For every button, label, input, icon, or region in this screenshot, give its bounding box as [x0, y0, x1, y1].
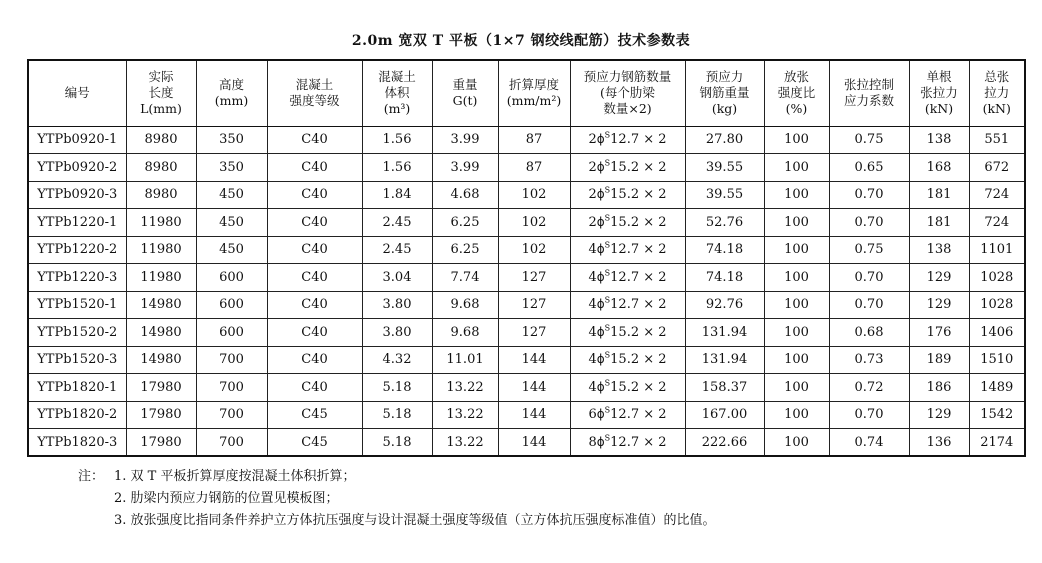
tendon-spec: 12.7 × 2 — [610, 297, 667, 313]
cell-single-force: 129 — [909, 264, 969, 292]
table-row — [28, 374, 1025, 402]
cell-grade: C40 — [267, 291, 362, 319]
cell-weight: 9.68 — [432, 319, 498, 347]
cell-length: 11980 — [126, 236, 196, 264]
tendon-grade-sup: S — [604, 130, 611, 140]
header-col-length — [126, 60, 196, 126]
cell-stress-coef: 0.70 — [829, 181, 909, 209]
note-item — [78, 510, 716, 532]
header-line: (mm) — [214, 93, 249, 109]
cell-steel-weight: 27.80 — [685, 126, 764, 154]
cell-steel-weight: 92.76 — [685, 291, 764, 319]
cell-tendon — [570, 374, 685, 402]
cell-release-ratio: 100 — [764, 236, 829, 264]
table-row — [28, 319, 1025, 347]
cell-release-ratio: 100 — [764, 374, 829, 402]
cell-total-force: 1028 — [969, 264, 1025, 292]
cell-length: 11980 — [126, 209, 196, 237]
tendon-count: 4 — [588, 379, 597, 395]
note-item — [78, 488, 716, 510]
phi-symbol: ϕ — [596, 159, 605, 174]
cell-weight: 11.01 — [432, 346, 498, 374]
header-col-id — [28, 60, 126, 126]
tendon-count: 8 — [588, 434, 597, 450]
tendon-count: 4 — [588, 297, 597, 313]
cell-single-force: 138 — [909, 126, 969, 154]
cell-grade: C40 — [267, 264, 362, 292]
cell-id: YTPb1520-2 — [28, 319, 126, 347]
tendon-spec: 15.2 × 2 — [610, 214, 667, 230]
cell-height: 600 — [196, 319, 267, 347]
cell-single-force: 189 — [909, 346, 969, 374]
table-row — [28, 401, 1025, 429]
tendon-spec: 15.2 × 2 — [610, 324, 667, 340]
header-col-tendon-count — [570, 60, 685, 126]
tendon-count: 4 — [588, 352, 597, 368]
header-line: 强度比 — [777, 85, 816, 101]
phi-symbol: ϕ — [596, 187, 605, 202]
header-line: (mm/m²) — [506, 93, 562, 109]
header-col-steel-weight — [685, 60, 764, 126]
table-title: 2.0m 宽双 T 平板（1×7 钢绞线配筋）技术参数表 — [351, 33, 691, 49]
cell-release-ratio: 100 — [764, 319, 829, 347]
header-line: 体积 — [384, 85, 410, 101]
cell-weight: 9.68 — [432, 291, 498, 319]
cell-tendon — [570, 126, 685, 154]
table-row — [28, 154, 1025, 182]
cell-grade: C40 — [267, 181, 362, 209]
table-row — [28, 346, 1025, 374]
cell-total-force: 724 — [969, 181, 1025, 209]
header-line: 预应力钢筋数量 — [583, 69, 672, 85]
cell-grade: C40 — [267, 236, 362, 264]
cell-length: 17980 — [126, 374, 196, 402]
cell-tendon — [570, 264, 685, 292]
header-line: 混凝土 — [295, 77, 334, 93]
cell-id: YTPb1220-1 — [28, 209, 126, 237]
notes — [78, 466, 716, 532]
header-line: (kN) — [982, 101, 1011, 117]
cell-length: 14980 — [126, 291, 196, 319]
cell-total-force: 2174 — [969, 429, 1025, 457]
cell-steel-weight: 222.66 — [685, 429, 764, 457]
cell-weight: 6.25 — [432, 236, 498, 264]
tendon-count: 2 — [588, 214, 597, 230]
cell-stress-coef: 0.68 — [829, 319, 909, 347]
table-row — [28, 181, 1025, 209]
cell-grade: C40 — [267, 154, 362, 182]
cell-length: 8980 — [126, 181, 196, 209]
cell-thickness: 102 — [498, 181, 570, 209]
cell-thickness: 144 — [498, 401, 570, 429]
tendon-grade-sup: S — [604, 350, 611, 360]
cell-volume: 2.45 — [362, 209, 432, 237]
cell-length: 11980 — [126, 264, 196, 292]
note-text: 2. 肋梁内预应力钢筋的位置见模板图； — [114, 491, 339, 506]
cell-thickness: 87 — [498, 126, 570, 154]
table-body — [28, 126, 1025, 456]
tendon-grade-sup: S — [604, 378, 611, 388]
cell-steel-weight: 131.94 — [685, 319, 764, 347]
cell-single-force: 129 — [909, 291, 969, 319]
cell-total-force: 1101 — [969, 236, 1025, 264]
header-line: 长度 — [148, 85, 174, 101]
cell-volume: 4.32 — [362, 346, 432, 374]
cell-id: YTPb1820-2 — [28, 401, 126, 429]
cell-height: 700 — [196, 401, 267, 429]
tendon-spec: 15.2 × 2 — [610, 159, 667, 175]
header-col-single-force — [909, 60, 969, 126]
cell-weight: 3.99 — [432, 126, 498, 154]
cell-single-force: 176 — [909, 319, 969, 347]
cell-single-force: 186 — [909, 374, 969, 402]
cell-height: 700 — [196, 429, 267, 457]
cell-steel-weight: 158.37 — [685, 374, 764, 402]
phi-symbol: ϕ — [596, 132, 605, 147]
cell-volume: 3.04 — [362, 264, 432, 292]
cell-release-ratio: 100 — [764, 154, 829, 182]
header-line: 高度 — [218, 77, 244, 93]
tendon-count: 4 — [588, 269, 597, 285]
phi-symbol: ϕ — [596, 324, 605, 339]
tendon-spec: 15.2 × 2 — [610, 379, 667, 395]
cell-id: YTPb0920-2 — [28, 154, 126, 182]
cell-volume: 3.80 — [362, 291, 432, 319]
header-line: 混凝土 — [378, 69, 416, 85]
note-text: 3. 放张强度比指同条件养护立方体抗压强度与设计混凝土强度等级值（立方体抗压强度标准值）的比值。 — [114, 513, 716, 528]
header-line: (%) — [785, 101, 808, 117]
cell-height: 700 — [196, 346, 267, 374]
table-row — [28, 209, 1025, 237]
cell-thickness: 144 — [498, 374, 570, 402]
header-col-release-ratio — [764, 60, 829, 126]
header-line: (m³) — [383, 101, 411, 117]
note-indent — [78, 510, 114, 532]
note-text: 1. 双 T 平板折算厚度按混凝土体积折算； — [114, 469, 356, 484]
phi-symbol: ϕ — [596, 214, 605, 229]
cell-weight: 7.74 — [432, 264, 498, 292]
cell-id: YTPb0920-1 — [28, 126, 126, 154]
table-row — [28, 126, 1025, 154]
tendon-spec: 12.7 × 2 — [610, 407, 667, 423]
cell-volume: 1.56 — [362, 154, 432, 182]
cell-length: 17980 — [126, 401, 196, 429]
note-indent — [78, 488, 114, 510]
header-col-stress-coef — [829, 60, 909, 126]
cell-stress-coef: 0.73 — [829, 346, 909, 374]
tendon-spec: 12.7 × 2 — [610, 242, 667, 258]
cell-grade: C40 — [267, 374, 362, 402]
cell-grade: C40 — [267, 319, 362, 347]
cell-tendon — [570, 209, 685, 237]
header-line: 张拉力 — [920, 85, 958, 101]
tendon-grade-sup: S — [604, 295, 611, 305]
header-line: 钢筋重量 — [699, 85, 750, 101]
cell-release-ratio: 100 — [764, 346, 829, 374]
phi-symbol: ϕ — [596, 297, 605, 312]
cell-thickness: 102 — [498, 209, 570, 237]
cell-grade: C40 — [267, 126, 362, 154]
cell-single-force: 168 — [909, 154, 969, 182]
cell-volume: 5.18 — [362, 429, 432, 457]
tendon-count: 6 — [588, 407, 597, 423]
cell-id: YTPb1820-3 — [28, 429, 126, 457]
cell-length: 8980 — [126, 154, 196, 182]
cell-id: YTPb1220-2 — [28, 236, 126, 264]
cell-steel-weight: 39.55 — [685, 181, 764, 209]
cell-id: YTPb0920-3 — [28, 181, 126, 209]
note-item — [78, 466, 716, 488]
cell-thickness: 127 — [498, 264, 570, 292]
cell-single-force: 136 — [909, 429, 969, 457]
header-line: 单根 — [926, 69, 952, 85]
cell-stress-coef: 0.70 — [829, 291, 909, 319]
cell-height: 350 — [196, 126, 267, 154]
header-line: 重量 — [452, 77, 478, 93]
cell-length: 14980 — [126, 319, 196, 347]
header-line: G(t) — [452, 93, 478, 109]
cell-stress-coef: 0.70 — [829, 401, 909, 429]
header-line: 强度等级 — [289, 93, 340, 109]
header-line: (每个肋梁 — [600, 85, 655, 101]
cell-weight: 13.22 — [432, 374, 498, 402]
header-line: (kN) — [924, 101, 954, 117]
cell-release-ratio: 100 — [764, 181, 829, 209]
cell-id: YTPb1220-3 — [28, 264, 126, 292]
cell-stress-coef: 0.65 — [829, 154, 909, 182]
cell-stress-coef: 0.75 — [829, 236, 909, 264]
cell-steel-weight: 167.00 — [685, 401, 764, 429]
table-row — [28, 264, 1025, 292]
tendon-spec: 15.2 × 2 — [610, 352, 667, 368]
cell-total-force: 1489 — [969, 374, 1025, 402]
cell-height: 450 — [196, 209, 267, 237]
cell-single-force: 181 — [909, 209, 969, 237]
cell-height: 700 — [196, 374, 267, 402]
header-line: 总张 — [984, 69, 1010, 85]
cell-single-force: 138 — [909, 236, 969, 264]
header-line: L(mm) — [140, 101, 182, 117]
cell-weight: 13.22 — [432, 401, 498, 429]
cell-steel-weight: 74.18 — [685, 264, 764, 292]
cell-thickness: 127 — [498, 319, 570, 347]
phi-symbol: ϕ — [596, 352, 605, 367]
cell-release-ratio: 100 — [764, 291, 829, 319]
phi-symbol: ϕ — [596, 379, 605, 394]
header-line: 张拉控制 — [843, 77, 894, 93]
tendon-count: 2 — [588, 132, 597, 148]
header-line: 应力系数 — [843, 93, 894, 109]
header-col-volume — [362, 60, 432, 126]
cell-height: 450 — [196, 181, 267, 209]
cell-id: YTPb1520-3 — [28, 346, 126, 374]
cell-steel-weight: 131.94 — [685, 346, 764, 374]
cell-volume: 2.45 — [362, 236, 432, 264]
cell-stress-coef: 0.75 — [829, 126, 909, 154]
cell-thickness: 144 — [498, 429, 570, 457]
tendon-spec: 12.7 × 2 — [610, 269, 667, 285]
header-line: 预应力 — [705, 69, 744, 85]
cell-total-force: 551 — [969, 126, 1025, 154]
cell-weight: 13.22 — [432, 429, 498, 457]
cell-grade: C40 — [267, 209, 362, 237]
cell-release-ratio: 100 — [764, 264, 829, 292]
cell-total-force: 1510 — [969, 346, 1025, 374]
header-line: 放张 — [783, 69, 809, 85]
cell-single-force: 129 — [909, 401, 969, 429]
tendon-grade-sup: S — [604, 185, 611, 195]
cell-total-force: 724 — [969, 209, 1025, 237]
tendon-grade-sup: S — [604, 323, 611, 333]
cell-tendon — [570, 236, 685, 264]
cell-steel-weight: 52.76 — [685, 209, 764, 237]
header-col-total-force — [969, 60, 1025, 126]
cell-height: 350 — [196, 154, 267, 182]
cell-volume: 3.80 — [362, 319, 432, 347]
cell-steel-weight: 39.55 — [685, 154, 764, 182]
header-col-grade — [267, 60, 362, 126]
header-line: 折算厚度 — [508, 77, 559, 93]
cell-volume: 1.84 — [362, 181, 432, 209]
header-col-weight — [432, 60, 498, 126]
cell-thickness: 144 — [498, 346, 570, 374]
cell-single-force: 181 — [909, 181, 969, 209]
header-line: (kg) — [711, 101, 738, 117]
cell-volume: 5.18 — [362, 401, 432, 429]
cell-stress-coef: 0.72 — [829, 374, 909, 402]
cell-tendon — [570, 181, 685, 209]
notes-prefix: 注： — [78, 469, 105, 484]
cell-tendon — [570, 346, 685, 374]
cell-grade: C45 — [267, 429, 362, 457]
phi-symbol: ϕ — [596, 242, 605, 257]
table-row — [28, 291, 1025, 319]
cell-total-force: 1542 — [969, 401, 1025, 429]
header-line: 实际 — [148, 69, 174, 85]
cell-steel-weight: 74.18 — [685, 236, 764, 264]
cell-tendon — [570, 291, 685, 319]
phi-symbol: ϕ — [596, 407, 605, 422]
spec-table — [27, 59, 1026, 457]
tendon-spec: 12.7 × 2 — [610, 132, 667, 148]
cell-stress-coef: 0.74 — [829, 429, 909, 457]
tendon-count: 2 — [588, 159, 597, 175]
header-col-height — [196, 60, 267, 126]
cell-total-force: 1406 — [969, 319, 1025, 347]
cell-volume: 1.56 — [362, 126, 432, 154]
cell-grade: C45 — [267, 401, 362, 429]
cell-tendon — [570, 429, 685, 457]
cell-height: 600 — [196, 291, 267, 319]
tendon-grade-sup: S — [604, 240, 611, 250]
cell-thickness: 87 — [498, 154, 570, 182]
header-line: 数量×2) — [603, 101, 652, 117]
cell-tendon — [570, 319, 685, 347]
cell-thickness: 127 — [498, 291, 570, 319]
tendon-spec: 15.2 × 2 — [610, 187, 667, 203]
cell-tendon — [570, 401, 685, 429]
cell-volume: 5.18 — [362, 374, 432, 402]
cell-weight: 4.68 — [432, 181, 498, 209]
cell-length: 8980 — [126, 126, 196, 154]
tendon-spec: 12.7 × 2 — [610, 434, 667, 450]
table-row — [28, 429, 1025, 457]
tendon-count: 4 — [588, 242, 597, 258]
phi-symbol: ϕ — [596, 269, 605, 284]
cell-tendon — [570, 154, 685, 182]
tendon-grade-sup: S — [604, 213, 611, 223]
cell-height: 450 — [196, 236, 267, 264]
cell-id: YTPb1520-1 — [28, 291, 126, 319]
cell-stress-coef: 0.70 — [829, 209, 909, 237]
cell-release-ratio: 100 — [764, 401, 829, 429]
tendon-grade-sup: S — [604, 158, 611, 168]
header-line: 拉力 — [984, 85, 1010, 101]
cell-weight: 6.25 — [432, 209, 498, 237]
header-line: 编号 — [64, 85, 90, 101]
phi-symbol: ϕ — [596, 434, 605, 449]
tendon-grade-sup: S — [604, 405, 611, 415]
tendon-count: 2 — [588, 187, 597, 203]
cell-height: 600 — [196, 264, 267, 292]
tendon-grade-sup: S — [604, 268, 611, 278]
header-row — [28, 60, 1025, 126]
tendon-count: 4 — [588, 324, 597, 340]
cell-length: 17980 — [126, 429, 196, 457]
cell-id: YTPb1820-1 — [28, 374, 126, 402]
cell-release-ratio: 100 — [764, 429, 829, 457]
header-col-thickness — [498, 60, 570, 126]
tendon-grade-sup: S — [604, 433, 611, 443]
cell-length: 14980 — [126, 346, 196, 374]
cell-total-force: 1028 — [969, 291, 1025, 319]
cell-thickness: 102 — [498, 236, 570, 264]
cell-release-ratio: 100 — [764, 126, 829, 154]
cell-weight: 3.99 — [432, 154, 498, 182]
table-row — [28, 236, 1025, 264]
cell-release-ratio: 100 — [764, 209, 829, 237]
cell-total-force: 672 — [969, 154, 1025, 182]
cell-stress-coef: 0.70 — [829, 264, 909, 292]
cell-grade: C40 — [267, 346, 362, 374]
